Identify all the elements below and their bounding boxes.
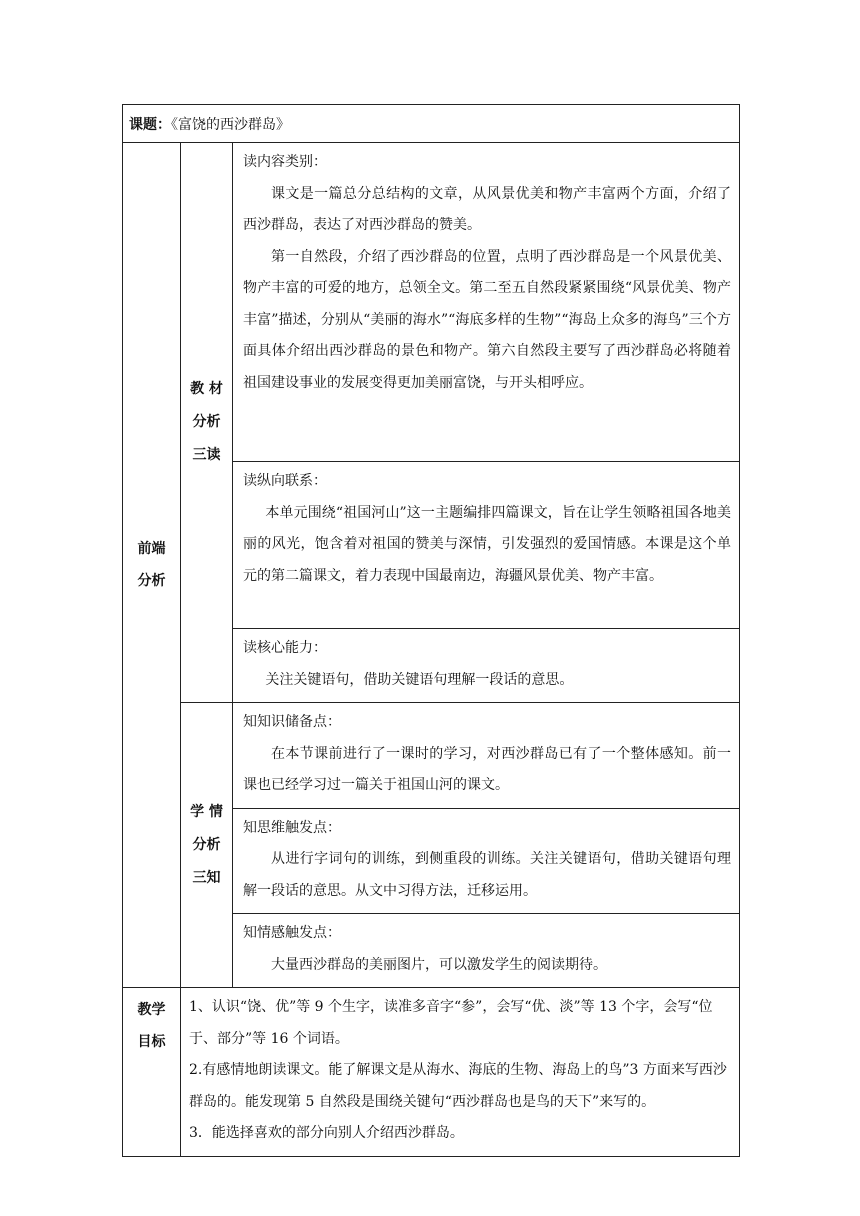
emotion-paragraph: 大量西沙群岛的美丽图片，可以激发学生的阅读期待。: [271, 956, 607, 973]
core-ability-paragraph: 关注关键语句，借助关键语句理解一段话的意思。: [265, 671, 574, 688]
goals-label-line2: 目标: [137, 1034, 166, 1050]
vertical-link-heading: 读纵向联系：: [243, 473, 327, 489]
content-type-cell: [233, 143, 740, 462]
front-analysis-line1: 前端: [137, 541, 166, 557]
goals-label-line1: 教学: [137, 1002, 166, 1018]
title-label: 课题：: [129, 116, 171, 133]
vertical-link-cell: [233, 462, 740, 629]
goals-content: [181, 988, 740, 1157]
knowledge-heading: 知知识储备点：: [243, 714, 341, 730]
core-ability-cell: [233, 629, 740, 703]
lesson-title: 《富饶的西沙群岛》: [171, 116, 290, 133]
thinking-heading: 知思维触发点：: [243, 819, 341, 836]
knowledge-cell: [233, 703, 740, 809]
knowledge-paragraph: 在本节课前进行了一课时的学习，对西沙群岛已有了一个整体感知。前一课也已经学习过一篇关于祖国山河的课文。: [243, 745, 731, 793]
goal-3: 3．能选择喜欢的部分向别人介绍西沙群岛。: [189, 1125, 464, 1141]
learner-label-line3: 三知: [192, 869, 221, 886]
learner-analysis-label: [181, 703, 233, 988]
core-ability-heading: 读核心能力：: [243, 640, 327, 656]
material-label-line2: 分析: [192, 414, 221, 430]
title-row: [123, 105, 740, 143]
material-label-line3: 三读: [192, 447, 221, 463]
lesson-plan-table: [122, 104, 740, 1157]
goal-1: 1、认识“饶、优”等 9 个生字，读准多音字“参”，会写“优、淡”等 13 个字，会写“位于、部分”等 16 个词语。: [189, 999, 713, 1047]
learner-label-line1: 学 情: [190, 803, 223, 820]
goals-label: [123, 988, 181, 1157]
emotion-cell: [233, 914, 740, 988]
content-type-paragraph-2: 第一自然段，介绍了西沙群岛的位置，点明了西沙群岛是一个风景优美、物产丰富的可爱的地方，总领全文。第二至五自然段紧紧围绕“风景优美、物产丰富”描述，分别从“美丽的海水”“海底多样的生物”“海岛上众多的海鸟”三个方面具体介绍出西沙群岛的景色和物产。第六自然段主要写了西沙群岛必将随着祖国建设事业的发展变得更加美丽富饶，与开头相呼应。: [243, 248, 731, 391]
content-type-heading: 读内容类别：: [243, 154, 327, 170]
front-analysis-line2: 分析: [137, 573, 166, 589]
thinking-cell: [233, 808, 740, 914]
material-label-line1: 教 材: [190, 381, 223, 397]
learner-label-line2: 分析: [192, 836, 221, 853]
material-analysis-label: [181, 143, 233, 703]
vertical-link-paragraph: 本单元围绕“祖国河山”这一主题编排四篇课文，旨在让学生领略祖国各地美丽的风光，饱含着对祖国的赞美与深情，引发强烈的爱国情感。本课是这个单元的第二篇课文，着力表现中国最南边，海疆风景优美、物产丰富。: [243, 504, 731, 584]
thinking-paragraph: 从进行字词句的训练，到侧重段的训练。关注关键语句，借助关键语句理解一段话的意思。从文中习得方法，迁移运用。: [243, 851, 731, 899]
content-type-paragraph-1: 课文是一篇总分总结构的文章，从风景优美和物产丰富两个方面，介绍了西沙群岛，表达了对西沙群岛的赞美。: [243, 185, 731, 233]
goal-2: 2.有感情地朗读课文。能了解课文是从海水、海底的生物、海岛上的鸟”3 方面来写西沙群岛的。能发现第 5 自然段是围绕关键句“西沙群岛也是鸟的天下”来写的。: [189, 1062, 727, 1110]
emotion-heading: 知情感触发点：: [243, 925, 341, 941]
front-analysis-label: [123, 143, 181, 988]
